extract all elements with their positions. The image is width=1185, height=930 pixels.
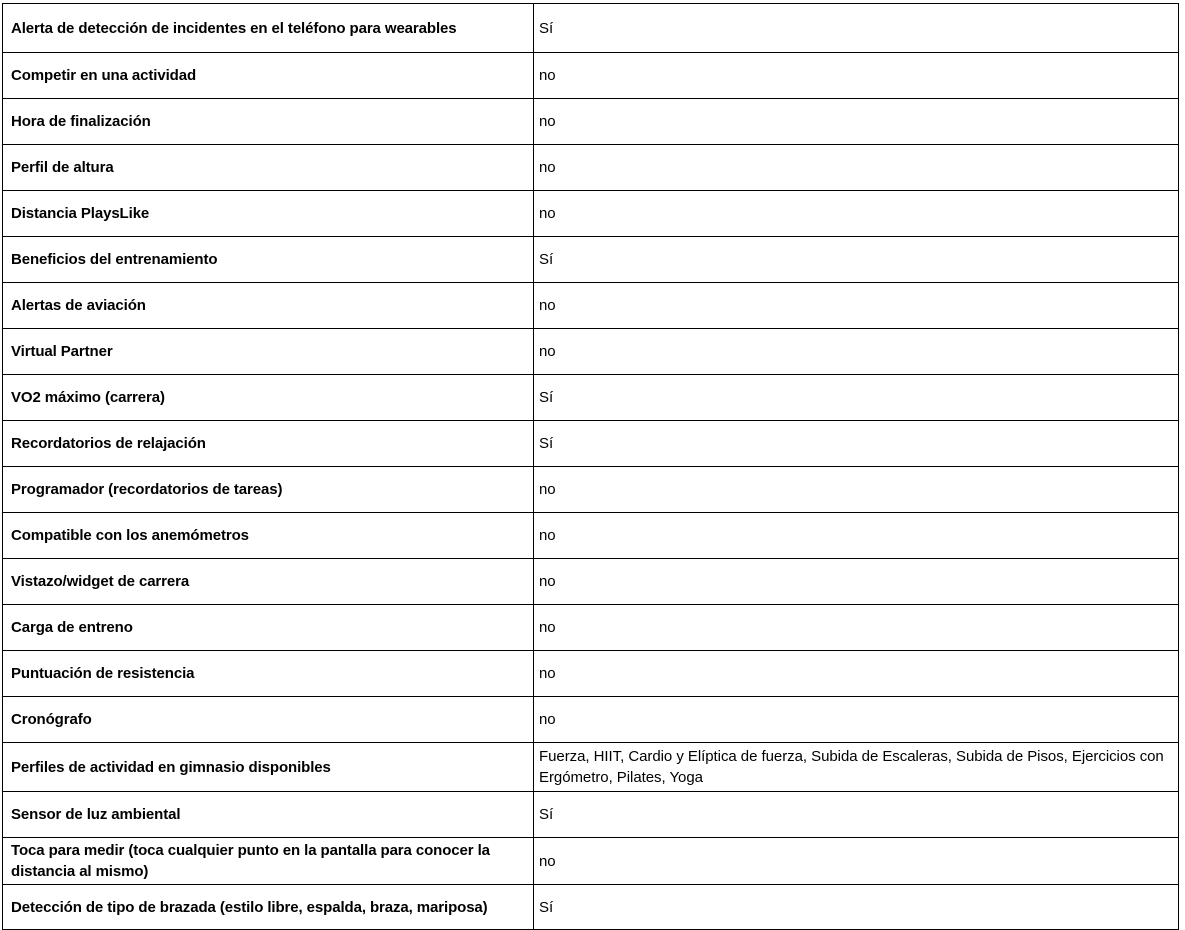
table-row — [3, 145, 1179, 191]
feature-label-cell: Virtual Partner — [3, 329, 534, 375]
feature-value-cell: Sí — [534, 237, 1179, 283]
table-row — [3, 4, 1179, 53]
feature-value-cell: no — [534, 467, 1179, 513]
feature-label-cell: Compatible con los anemómetros — [3, 513, 534, 559]
feature-label-cell: Cronógrafo — [3, 697, 534, 743]
feature-value-cell: no — [534, 283, 1179, 329]
feature-value-cell: no — [534, 605, 1179, 651]
table-row — [3, 743, 1179, 792]
table-row — [3, 651, 1179, 697]
table-row — [3, 421, 1179, 467]
table-row — [3, 191, 1179, 237]
table-row — [3, 605, 1179, 651]
feature-label-cell: Beneficios del entrenamiento — [3, 237, 534, 283]
feature-value-cell: Sí — [534, 792, 1179, 838]
feature-label-cell: VO2 máximo (carrera) — [3, 375, 534, 421]
table-row — [3, 559, 1179, 605]
feature-value-cell: no — [534, 99, 1179, 145]
feature-label-cell: Puntuación de resistencia — [3, 651, 534, 697]
table-row — [3, 792, 1179, 838]
table-row — [3, 283, 1179, 329]
feature-label-cell: Carga de entreno — [3, 605, 534, 651]
table-row — [3, 237, 1179, 283]
table-row — [3, 838, 1179, 885]
feature-label-cell: Perfil de altura — [3, 145, 534, 191]
table-row — [3, 53, 1179, 99]
table-row — [3, 513, 1179, 559]
table-row — [3, 375, 1179, 421]
feature-label-cell: Programador (recordatorios de tareas) — [3, 467, 534, 513]
feature-value-cell: Fuerza, HIIT, Cardio y Elíptica de fuerza, Subida de Escaleras, Subida de Pisos, Ejercicios con Ergómetro, Pilates, Yoga — [534, 743, 1179, 792]
feature-label-cell: Distancia PlaysLike — [3, 191, 534, 237]
feature-value-cell: Sí — [534, 421, 1179, 467]
table-row — [3, 885, 1179, 930]
feature-label-cell: Competir en una actividad — [3, 53, 534, 99]
feature-value-cell: Sí — [534, 375, 1179, 421]
feature-value-cell: no — [534, 513, 1179, 559]
feature-value-cell: Sí — [534, 4, 1179, 53]
feature-label-cell: Toca para medir (toca cualquier punto en la pantalla para conocer la distancia al mismo) — [3, 838, 534, 885]
feature-value-cell: no — [534, 697, 1179, 743]
feature-value-cell: no — [534, 329, 1179, 375]
table-body — [3, 4, 1179, 930]
feature-label-cell: Recordatorios de relajación — [3, 421, 534, 467]
feature-value-cell: no — [534, 191, 1179, 237]
feature-value-cell: no — [534, 838, 1179, 885]
feature-value-cell: Sí — [534, 885, 1179, 930]
feature-label-cell: Detección de tipo de brazada (estilo libre, espalda, braza, mariposa) — [3, 885, 534, 930]
feature-label-cell: Hora de finalización — [3, 99, 534, 145]
table-row — [3, 329, 1179, 375]
feature-label-cell: Vistazo/widget de carrera — [3, 559, 534, 605]
table-row — [3, 697, 1179, 743]
table-row — [3, 467, 1179, 513]
feature-label-cell: Alertas de aviación — [3, 283, 534, 329]
table-row — [3, 99, 1179, 145]
specification-table — [2, 3, 1179, 930]
feature-value-cell: no — [534, 53, 1179, 99]
feature-value-cell: no — [534, 145, 1179, 191]
feature-value-cell: no — [534, 559, 1179, 605]
feature-label-cell: Perfiles de actividad en gimnasio disponibles — [3, 743, 534, 792]
feature-label-cell: Alerta de detección de incidentes en el teléfono para wearables — [3, 4, 534, 53]
feature-label-cell: Sensor de luz ambiental — [3, 792, 534, 838]
feature-value-cell: no — [534, 651, 1179, 697]
